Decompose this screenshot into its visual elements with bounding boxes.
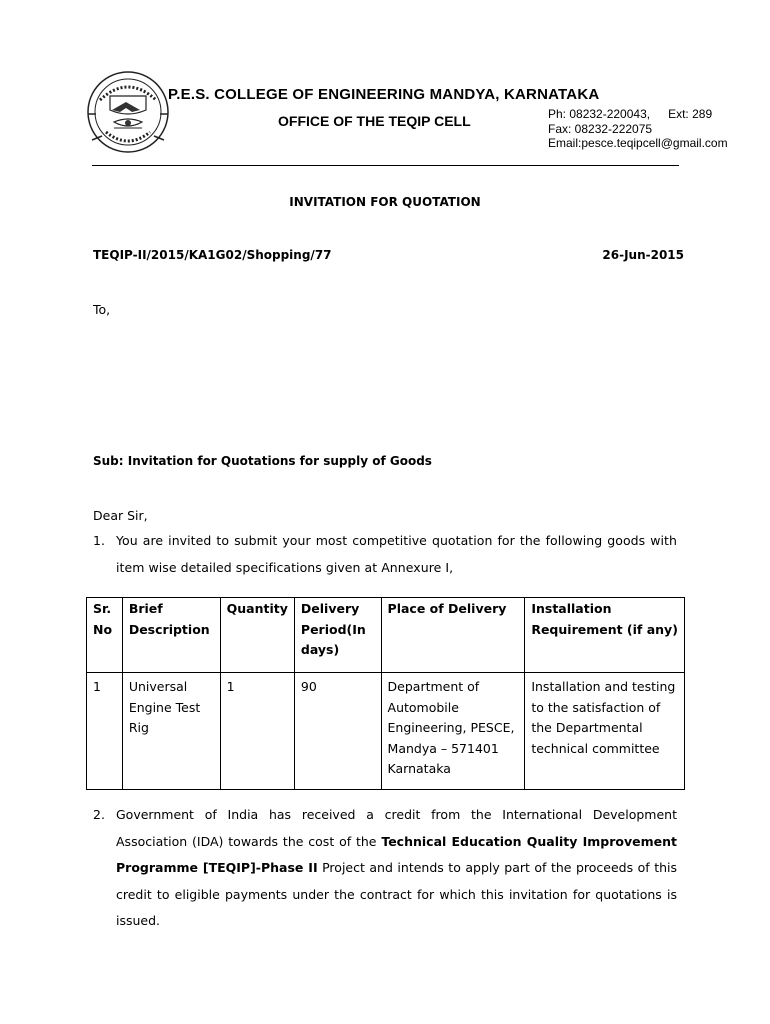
cell-quantity: 1 bbox=[220, 673, 294, 790]
office-name: OFFICE OF THE TEQIP CELL bbox=[278, 113, 471, 129]
letterhead-divider bbox=[92, 165, 679, 166]
addressee-label: To, bbox=[93, 302, 111, 317]
header-quantity: Quantity bbox=[220, 598, 294, 673]
header-brief-description: Brief Description bbox=[122, 598, 220, 673]
paragraph-2-number: 2. bbox=[93, 807, 105, 822]
table-header-row bbox=[87, 598, 685, 673]
programme-name: Technical Education Quality Improvement Programme [TEQIP]-Phase II bbox=[116, 833, 677, 875]
cell-installation-requirement: Installation and testing to the satisfaction of the Departmental technical committee bbox=[525, 673, 685, 790]
table-row bbox=[87, 673, 685, 790]
cell-sr-no: 1 bbox=[87, 673, 123, 790]
contact-block bbox=[548, 107, 728, 151]
cell-delivery-period: 90 bbox=[294, 673, 381, 790]
paragraph-1 bbox=[93, 528, 677, 581]
reference-number: TEQIP-II/2015/KA1G02/Shopping/77 bbox=[93, 248, 332, 262]
paragraph-2 bbox=[93, 802, 677, 935]
phone-number: Ph: 08232-220043, bbox=[548, 107, 651, 121]
header-installation-requirement: Installation Requirement (if any) bbox=[525, 598, 685, 673]
cell-place-of-delivery: Department of Automobile Engineering, PESCE, Mandya – 571401 Karnataka bbox=[381, 673, 525, 790]
goods-table bbox=[86, 597, 685, 790]
subject-line: Sub: Invitation for Quotations for supply of Goods bbox=[93, 454, 432, 468]
paragraph-1-number: 1. bbox=[93, 533, 105, 548]
cell-description: Universal Engine Test Rig bbox=[122, 673, 220, 790]
email-address[interactable]: Email:pesce.teqipcell@gmail.com bbox=[548, 136, 728, 150]
header-delivery-period: Delivery Period(In days) bbox=[294, 598, 381, 673]
paragraph-1-text: You are invited to submit your most competitive quotation for the following goods with item wise detailed specifications given at Annexure I, bbox=[116, 533, 677, 575]
paragraph-2-text: Government of India has received a credit from the International Development Association (IDA) towards the cost of the Technical Education Quality Improvement Programme [TEQIP]-Phase II Project and intends to apply part of the proceeds of this credit to eligible payments under the contract for which this invitation for quotations is issued. bbox=[116, 807, 678, 928]
college-name: P.E.S. COLLEGE OF ENGINEERING MANDYA, KARNATAKA bbox=[168, 86, 600, 103]
college-emblem-icon bbox=[86, 70, 170, 154]
header-sr-no: Sr. No bbox=[87, 598, 123, 673]
document-title: INVITATION FOR QUOTATION bbox=[289, 195, 481, 209]
document-date: 26-Jun-2015 bbox=[602, 248, 684, 262]
header-place-of-delivery: Place of Delivery bbox=[381, 598, 525, 673]
fax-number: Fax: 08232-222075 bbox=[548, 121, 653, 136]
phone-extension: Ext: 289 bbox=[668, 107, 713, 121]
salutation: Dear Sir, bbox=[93, 508, 148, 523]
